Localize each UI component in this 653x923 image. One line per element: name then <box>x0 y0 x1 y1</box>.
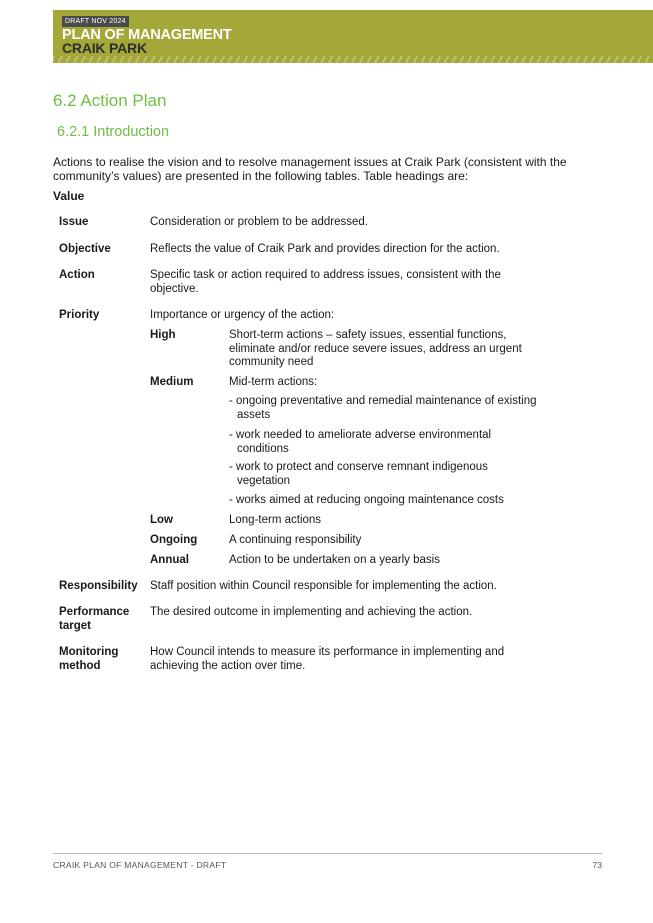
bullet-text: - work needed to ameliorate adverse environmental conditions <box>229 429 492 455</box>
bullet-text: - ongoing preventative and remedial maintenance of existing assets <box>229 395 537 421</box>
term-high: High <box>150 329 176 341</box>
page-number: 73 <box>592 860 602 870</box>
desc-ongoing: A continuing responsibility <box>229 534 362 546</box>
desc-priority: Importance or urgency of the action: <box>150 309 335 321</box>
term-action: Action <box>59 269 95 281</box>
term-ongoing: Ongoing <box>150 534 198 546</box>
desc-issue: Consideration or problem to be addressed. <box>150 216 368 228</box>
desc-objective: Reflects the value of Craik Park and provides direction for the action. <box>150 243 500 255</box>
document-title: PLAN OF MANAGEMENT <box>62 27 232 43</box>
term-low: Low <box>150 514 173 526</box>
term-priority: Priority <box>59 309 100 321</box>
subsection-heading: 6.2.1 Introduction <box>57 124 170 140</box>
desc-responsibility: Staff position within Council responsible for implementing the action. <box>150 580 497 592</box>
term-performance: Performance target <box>59 606 130 632</box>
desc-action: Specific task or action required to address issues, consistent with the objective. <box>150 269 501 295</box>
footer-document-name: CRAIK PLAN OF MANAGEMENT - DRAFT <box>53 860 227 870</box>
section-heading: 6.2 Action Plan <box>53 91 167 110</box>
desc-medium: Mid-term actions: <box>229 376 318 388</box>
intro-paragraph: Actions to realise the vision and to resolve management issues at Craik Park (consistent with the community’s values) are presented in the following tables. Table headings are: <box>53 155 567 183</box>
term-issue: Issue <box>59 216 89 228</box>
term-objective: Objective <box>59 243 111 255</box>
bullet-text: - work to protect and conserve remnant indigenous vegetation <box>229 461 488 487</box>
desc-performance: The desired outcome in implementing and achieving the action. <box>150 606 473 618</box>
term-medium: Medium <box>150 376 194 388</box>
document-subtitle: CRAIK PARK <box>62 40 147 56</box>
desc-annual: Action to be undertaken on a yearly basis <box>229 554 440 566</box>
term-responsibility: Responsibility <box>59 580 138 592</box>
value-label: Value <box>53 189 85 203</box>
draft-tag: DRAFT NOV 2024 <box>62 16 129 27</box>
bullet-text: - works aimed at reducing ongoing maintenance costs <box>229 494 504 506</box>
banner-stripes <box>53 56 653 63</box>
desc-high: Short-term actions – safety issues, essential functions, eliminate and/or reduce severe issues, address an urgent community need <box>229 329 522 368</box>
desc-low: Long-term actions <box>229 514 322 526</box>
footer-divider <box>53 853 602 854</box>
term-annual: Annual <box>150 554 189 566</box>
header-banner <box>53 10 653 63</box>
term-monitoring: Monitoring method <box>59 646 119 672</box>
desc-monitoring: How Council intends to measure its performance in implementing and achieving the action over time. <box>150 646 505 672</box>
